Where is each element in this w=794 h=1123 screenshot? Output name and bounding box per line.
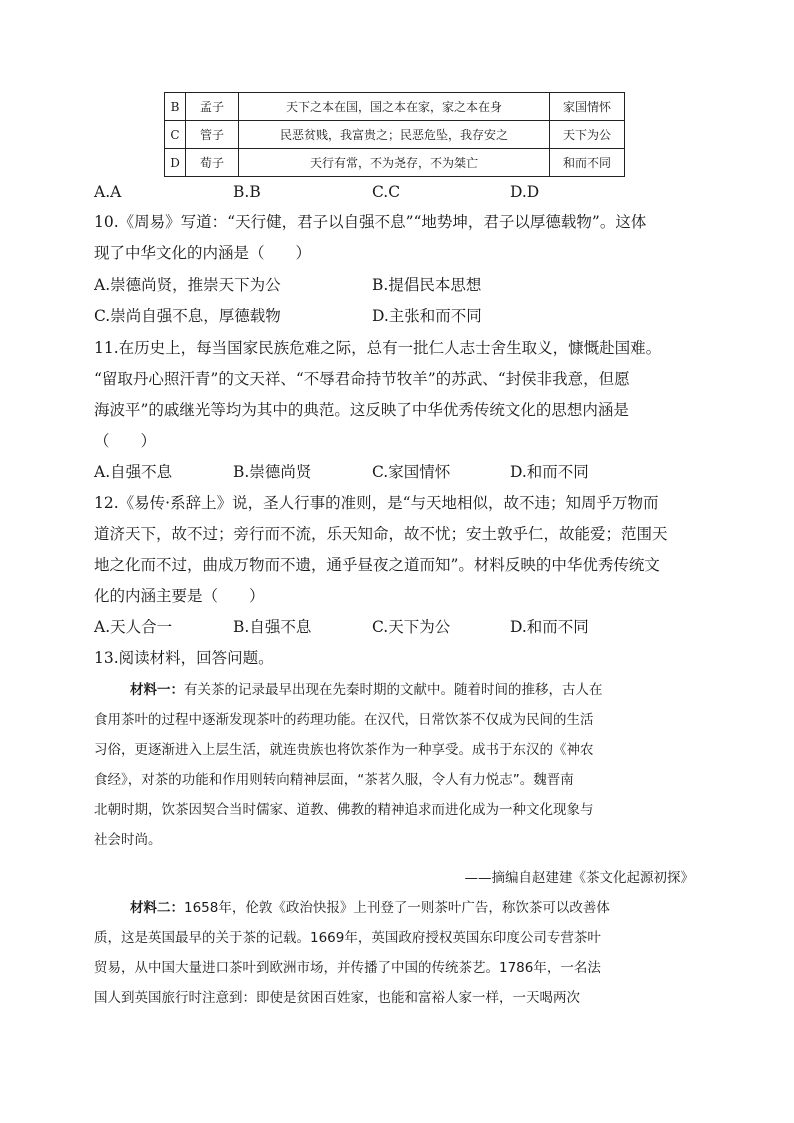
- q11-option-b[interactable]: B.崇德尚贤: [233, 463, 312, 481]
- material-line: 社会时尚。: [94, 832, 162, 848]
- material-line: 材料二：1658年，伦敦《政治快报》上刊登了一则茶叶广告，称饮茶可以改善体: [130, 900, 610, 916]
- q12-stem-line-2: 道济天下，故不过；旁行而不流，乐天知命，故不忧；安土敦乎仁，故能爱；范围天: [94, 525, 668, 543]
- row-letter: B: [165, 93, 186, 121]
- q10-option-d[interactable]: D.主张和而不同: [372, 307, 482, 325]
- q12-option-d[interactable]: D.和而不同: [510, 618, 589, 636]
- row-value: 和而不同: [550, 149, 625, 177]
- q11-stem-line-2: “留取丹心照汗青”的文天祥、“不辱君命持节牧羊”的苏武、“封侯非我意，但愿: [94, 370, 630, 388]
- material-line: 北朝时期，饮茶因契合当时儒家、道教、佛教的精神追求而进化成为一种文化现象与: [94, 802, 594, 818]
- q11-option-c[interactable]: C.家国情怀: [372, 463, 451, 481]
- q12-option-b[interactable]: B.自强不息: [233, 618, 312, 636]
- material-line: 贸易，从中国大量进口茶叶到欧洲市场，并传播了中国的传统茶艺。1786年，一名法: [94, 960, 601, 976]
- material-label: 材料二：: [130, 900, 184, 916]
- table-row: [165, 93, 625, 121]
- row-quote: 天下之本在国，国之本在家，家之本在身: [239, 93, 550, 121]
- row-person: 管子: [186, 121, 239, 149]
- q9-option-d[interactable]: D.D: [510, 183, 540, 201]
- row-value: 天下为公: [550, 121, 625, 149]
- q10-stem-line-2: 现了中华文化的内涵是（ ）: [94, 244, 312, 262]
- material-line: 质，这是英国最早的关于茶的记载。1669年，英国政府授权英国东印度公司专营茶叶: [94, 930, 601, 946]
- q10-option-b[interactable]: B.提倡民本思想: [372, 276, 482, 294]
- q12-option-a[interactable]: A.天人合一: [94, 618, 173, 636]
- material-line: 食用茶叶的过程中逐渐发现茶叶的药理功能。在汉代，日常饮茶不仅成为民间的生活: [94, 712, 594, 728]
- material-one-source: ——摘编自赵建建《茶文化起源初探》: [464, 870, 694, 886]
- material-line: 材料一：有关茶的记录最早出现在先秦时期的文献中。随着时间的推移，古人在: [130, 682, 603, 698]
- row-person: 孟子: [186, 93, 239, 121]
- q12-option-c[interactable]: C.天下为公: [372, 618, 451, 636]
- table-row: [165, 121, 625, 149]
- q9-option-b[interactable]: B.B: [233, 183, 261, 201]
- answer-options-table: [164, 92, 625, 177]
- row-value: 家国情怀: [550, 93, 625, 121]
- q9-option-a[interactable]: A.A: [94, 183, 122, 201]
- material-two: [94, 893, 698, 1013]
- q11-option-d[interactable]: D.和而不同: [510, 463, 589, 481]
- q9-option-c[interactable]: C.C: [372, 183, 401, 201]
- material-one: [94, 675, 698, 855]
- q12-stem-line-4: 化的内涵主要是（ ）: [94, 587, 265, 605]
- q10-option-c[interactable]: C.崇尚自强不息，厚德载物: [94, 307, 281, 325]
- material-label: 材料一：: [130, 682, 184, 698]
- row-person: 荀子: [186, 149, 239, 177]
- q11-stem-line-4: （ ）: [94, 432, 157, 450]
- q10-stem-line-1: 10.《周易》写道：“天行健，君子以自强不息”“地势坤，君子以厚德载物”。这体: [94, 213, 647, 231]
- material-line: 习俗，更逐渐进入上层生活，就连贵族也将饮茶作为一种享受。成书于东汉的《神农: [94, 742, 594, 758]
- row-letter: C: [165, 121, 186, 149]
- q11-stem-line-1: 11.在历史上，每当国家民族危难之际，总有一批仁人志士舍生取义，慷慨赴国难。: [94, 339, 662, 357]
- row-quote: 天行有常，不为尧存，不为桀亡: [239, 149, 550, 177]
- material-line: 食经》，对茶的功能和作用则转向精神层面，“茶茗久服，令人有力悦志”。魏晋南: [94, 772, 574, 788]
- q12-stem-line-1: 12.《易传·系辞上》说，圣人行事的准则，是“与天地相似，故不违；知周乎万物而: [94, 494, 659, 512]
- q12-stem-line-3: 地之化而不过，曲成万物而不遗，通乎昼夜之道而知”。材料反映的中华优秀传统文: [94, 556, 660, 574]
- q11-stem-line-3: 海波平”的戚继光等均为其中的典范。这反映了中华优秀传统文化的思想内涵是: [94, 401, 629, 419]
- q13-intro: 13.阅读材料，回答问题。: [94, 649, 274, 667]
- q11-option-a[interactable]: A.自强不息: [94, 463, 173, 481]
- q10-option-a[interactable]: A.崇德尚贤，推崇天下为公: [94, 276, 281, 294]
- table-row: [165, 149, 625, 177]
- row-letter: D: [165, 149, 186, 177]
- row-quote: 民恶贫贱，我富贵之；民恶危坠，我存安之: [239, 121, 550, 149]
- material-line: 国人到英国旅行时注意到：即使是贫困百姓家，也能和富裕人家一样，一天喝两次: [94, 990, 580, 1006]
